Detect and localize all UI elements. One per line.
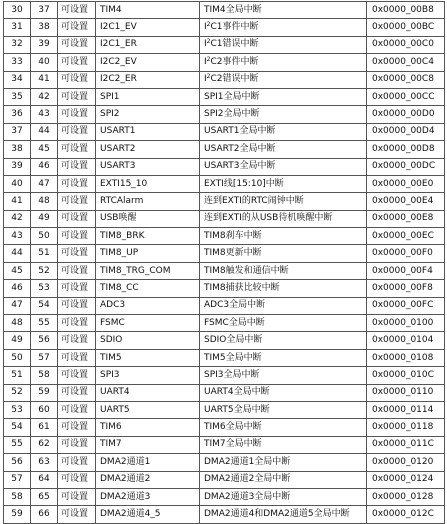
vector-name-cell: USB唤醒 <box>96 210 200 227</box>
address-cell: 0x0000_00DC <box>367 158 445 175</box>
priority-cell: 38 <box>31 19 58 36</box>
priority-cell: 60 <box>31 401 58 418</box>
position-cell: 53 <box>4 401 31 418</box>
vector-name-cell: USART1 <box>96 123 200 140</box>
priority-type-cell: 可设置 <box>58 210 96 227</box>
position-cell: 51 <box>4 367 31 384</box>
priority-type-cell: 可设置 <box>58 2 96 19</box>
position-cell: 40 <box>4 175 31 192</box>
table-row <box>4 297 445 314</box>
position-cell: 48 <box>4 315 31 332</box>
table-row <box>4 54 445 71</box>
address-cell: 0x0000_00D0 <box>367 106 445 123</box>
vector-name-cell: DMA2通道4_5 <box>96 506 200 523</box>
position-cell: 50 <box>4 349 31 366</box>
priority-cell: 64 <box>31 471 58 488</box>
vector-name-cell: SPI1 <box>96 88 200 105</box>
priority-type-cell: 可设置 <box>58 315 96 332</box>
description-cell: TIM7全局中断 <box>200 436 367 453</box>
address-cell: 0x0000_0128 <box>367 488 445 505</box>
description-cell: TIM5全局中断 <box>200 349 367 366</box>
table-row <box>4 193 445 210</box>
vector-name-cell: TIM4 <box>96 2 200 19</box>
description-cell: DMA2通道2全局中断 <box>200 471 367 488</box>
address-cell: 0x0000_00C8 <box>367 71 445 88</box>
vector-name-cell: USART2 <box>96 141 200 158</box>
vector-name-cell: DMA2通道1 <box>96 454 200 471</box>
vector-name-cell: FSMC <box>96 315 200 332</box>
address-cell: 0x0000_0110 <box>367 384 445 401</box>
table-row <box>4 471 445 488</box>
table-row <box>4 315 445 332</box>
vector-name-cell: SPI3 <box>96 367 200 384</box>
priority-type-cell: 可设置 <box>58 436 96 453</box>
priority-type-cell: 可设置 <box>58 401 96 418</box>
description-cell: 连到EXTI的从USB待机唤醒中断 <box>200 210 367 227</box>
description-cell: 连到EXTI的RTC闹钟中断 <box>200 193 367 210</box>
table-row <box>4 123 445 140</box>
priority-cell: 50 <box>31 228 58 245</box>
priority-type-cell: 可设置 <box>58 297 96 314</box>
priority-cell: 62 <box>31 436 58 453</box>
position-cell: 34 <box>4 71 31 88</box>
priority-type-cell: 可设置 <box>58 280 96 297</box>
description-cell: DMA2通道3全局中断 <box>200 488 367 505</box>
table-row <box>4 401 445 418</box>
description-suffix: C1错误中断 <box>210 39 259 50</box>
priority-type-cell: 可设置 <box>58 332 96 349</box>
priority-cell: 57 <box>31 349 58 366</box>
priority-type-cell: 可设置 <box>58 71 96 88</box>
address-cell: 0x0000_00F8 <box>367 280 445 297</box>
priority-cell: 46 <box>31 158 58 175</box>
table-row <box>4 384 445 401</box>
position-cell: 46 <box>4 280 31 297</box>
position-cell: 31 <box>4 19 31 36</box>
priority-cell: 53 <box>31 280 58 297</box>
interrupt-vector-table <box>3 1 445 524</box>
table-row <box>4 419 445 436</box>
address-cell: 0x0000_00FC <box>367 297 445 314</box>
priority-type-cell: 可设置 <box>58 349 96 366</box>
priority-type-cell: 可设置 <box>58 245 96 262</box>
description-cell <box>200 19 367 36</box>
address-cell: 0x0000_00B8 <box>367 2 445 19</box>
address-cell: 0x0000_0108 <box>367 349 445 366</box>
address-cell: 0x0000_00BC <box>367 19 445 36</box>
priority-type-cell: 可设置 <box>58 123 96 140</box>
position-cell: 36 <box>4 106 31 123</box>
priority-cell: 41 <box>31 71 58 88</box>
address-cell: 0x0000_00C4 <box>367 54 445 71</box>
priority-type-cell: 可设置 <box>58 54 96 71</box>
position-cell: 38 <box>4 141 31 158</box>
description-cell: TIM8捕获比较中断 <box>200 280 367 297</box>
vector-name-cell: TIM8_CC <box>96 280 200 297</box>
table-row <box>4 367 445 384</box>
vector-name-cell: DMA2通道3 <box>96 488 200 505</box>
address-cell: 0x0000_00EC <box>367 228 445 245</box>
description-prefix: I <box>204 22 207 33</box>
table-row <box>4 158 445 175</box>
description-superscript: 2 <box>206 38 211 46</box>
table-row <box>4 36 445 53</box>
address-cell: 0x0000_00E4 <box>367 193 445 210</box>
description-cell <box>200 36 367 53</box>
table-row <box>4 210 445 227</box>
position-cell: 42 <box>4 210 31 227</box>
position-cell: 49 <box>4 332 31 349</box>
table-row <box>4 88 445 105</box>
description-suffix: C1事件中断 <box>210 22 259 33</box>
priority-cell: 52 <box>31 262 58 279</box>
description-superscript: 2 <box>206 55 211 63</box>
description-cell: SPI3全局中断 <box>200 367 367 384</box>
priority-type-cell: 可设置 <box>58 88 96 105</box>
vector-name-cell: TIM8_BRK <box>96 228 200 245</box>
description-cell: TIM6全局中断 <box>200 419 367 436</box>
address-cell: 0x0000_0100 <box>367 315 445 332</box>
vector-name-cell: I2C1_EV <box>96 19 200 36</box>
priority-type-cell: 可设置 <box>58 106 96 123</box>
description-cell: SPI1全局中断 <box>200 88 367 105</box>
position-cell: 59 <box>4 506 31 523</box>
table-row <box>4 71 445 88</box>
position-cell: 35 <box>4 88 31 105</box>
table-row <box>4 245 445 262</box>
position-cell: 30 <box>4 2 31 19</box>
description-cell: TIM8触发和通信中断 <box>200 262 367 279</box>
priority-cell: 54 <box>31 297 58 314</box>
vector-name-cell: I2C1_ER <box>96 36 200 53</box>
position-cell: 52 <box>4 384 31 401</box>
position-cell: 47 <box>4 297 31 314</box>
table-row <box>4 262 445 279</box>
address-cell: 0x0000_0104 <box>367 332 445 349</box>
priority-type-cell: 可设置 <box>58 506 96 523</box>
vector-name-cell: UART4 <box>96 384 200 401</box>
priority-cell: 63 <box>31 454 58 471</box>
address-cell: 0x0000_010C <box>367 367 445 384</box>
position-cell: 37 <box>4 123 31 140</box>
position-cell: 55 <box>4 436 31 453</box>
position-cell: 32 <box>4 36 31 53</box>
position-cell: 57 <box>4 471 31 488</box>
table-row <box>4 175 445 192</box>
description-cell: TIM8刹车中断 <box>200 228 367 245</box>
priority-type-cell: 可设置 <box>58 193 96 210</box>
priority-type-cell: 可设置 <box>58 367 96 384</box>
priority-type-cell: 可设置 <box>58 36 96 53</box>
priority-type-cell: 可设置 <box>58 175 96 192</box>
address-cell: 0x0000_00E8 <box>367 210 445 227</box>
description-prefix: I <box>204 56 207 67</box>
description-cell: UART4全局中断 <box>200 384 367 401</box>
priority-cell: 47 <box>31 175 58 192</box>
priority-cell: 59 <box>31 384 58 401</box>
priority-type-cell: 可设置 <box>58 262 96 279</box>
address-cell: 0x0000_0120 <box>367 454 445 471</box>
priority-type-cell: 可设置 <box>58 384 96 401</box>
vector-name-cell: TIM8_UP <box>96 245 200 262</box>
position-cell: 39 <box>4 158 31 175</box>
address-cell: 0x0000_00F4 <box>367 262 445 279</box>
priority-cell: 48 <box>31 193 58 210</box>
vector-name-cell: I2C2_EV <box>96 54 200 71</box>
description-prefix: I <box>204 39 207 50</box>
description-cell: TIM4全局中断 <box>200 2 367 19</box>
description-cell: USART3全局中断 <box>200 158 367 175</box>
description-prefix: I <box>204 74 207 85</box>
position-cell: 43 <box>4 228 31 245</box>
vector-name-cell: EXTI15_10 <box>96 175 200 192</box>
description-superscript: 2 <box>206 21 211 29</box>
priority-cell: 42 <box>31 88 58 105</box>
table-row <box>4 228 445 245</box>
table-row <box>4 106 445 123</box>
vector-name-cell: SPI2 <box>96 106 200 123</box>
vector-name-cell: TIM5 <box>96 349 200 366</box>
vector-name-cell: TIM6 <box>96 419 200 436</box>
address-cell: 0x0000_012C <box>367 506 445 523</box>
description-cell: DMA2通道1全局中断 <box>200 454 367 471</box>
vector-name-cell: TIM8_TRG_COM <box>96 262 200 279</box>
vector-name-cell: TIM7 <box>96 436 200 453</box>
priority-cell: 66 <box>31 506 58 523</box>
priority-cell: 44 <box>31 123 58 140</box>
description-cell: ADC3全局中断 <box>200 297 367 314</box>
position-cell: 33 <box>4 54 31 71</box>
description-cell: UART5全局中断 <box>200 401 367 418</box>
address-cell: 0x0000_00CC <box>367 88 445 105</box>
address-cell: 0x0000_00D8 <box>367 141 445 158</box>
description-superscript: 2 <box>206 73 211 81</box>
description-cell: SPI2全局中断 <box>200 106 367 123</box>
priority-cell: 51 <box>31 245 58 262</box>
description-cell: SDIO全局中断 <box>200 332 367 349</box>
address-cell: 0x0000_00F0 <box>367 245 445 262</box>
table-row <box>4 436 445 453</box>
description-suffix: C2错误中断 <box>210 74 259 85</box>
address-cell: 0x0000_00D4 <box>367 123 445 140</box>
priority-cell: 43 <box>31 106 58 123</box>
description-cell: USART1全局中断 <box>200 123 367 140</box>
priority-cell: 39 <box>31 36 58 53</box>
position-cell: 56 <box>4 454 31 471</box>
priority-type-cell: 可设置 <box>58 228 96 245</box>
position-cell: 41 <box>4 193 31 210</box>
description-cell: USART2全局中断 <box>200 141 367 158</box>
priority-cell: 49 <box>31 210 58 227</box>
priority-cell: 58 <box>31 367 58 384</box>
vector-name-cell: RTCAlarm <box>96 193 200 210</box>
address-cell: 0x0000_00E0 <box>367 175 445 192</box>
table-row <box>4 488 445 505</box>
table-row <box>4 506 445 523</box>
table-row <box>4 280 445 297</box>
description-cell: DMA2通道4和DMA2通道5全局中断 <box>200 506 367 523</box>
priority-cell: 56 <box>31 332 58 349</box>
priority-cell: 45 <box>31 141 58 158</box>
table-row <box>4 2 445 19</box>
priority-cell: 55 <box>31 315 58 332</box>
description-cell: EXTI线[15:10]中断 <box>200 175 367 192</box>
vector-name-cell: SDIO <box>96 332 200 349</box>
position-cell: 54 <box>4 419 31 436</box>
description-cell <box>200 54 367 71</box>
position-cell: 58 <box>4 488 31 505</box>
interrupt-vector-table-body <box>4 2 445 524</box>
priority-cell: 65 <box>31 488 58 505</box>
priority-cell: 40 <box>31 54 58 71</box>
table-row <box>4 454 445 471</box>
address-cell: 0x0000_0114 <box>367 401 445 418</box>
address-cell: 0x0000_0124 <box>367 471 445 488</box>
address-cell: 0x0000_00C0 <box>367 36 445 53</box>
table-row <box>4 141 445 158</box>
vector-name-cell: I2C2_ER <box>96 71 200 88</box>
priority-type-cell: 可设置 <box>58 454 96 471</box>
table-row <box>4 19 445 36</box>
vector-name-cell: DMA2通道2 <box>96 471 200 488</box>
position-cell: 44 <box>4 245 31 262</box>
table-row <box>4 332 445 349</box>
priority-type-cell: 可设置 <box>58 488 96 505</box>
vector-name-cell: ADC3 <box>96 297 200 314</box>
description-cell: FSMC全局中断 <box>200 315 367 332</box>
table-row <box>4 349 445 366</box>
description-cell <box>200 71 367 88</box>
vector-name-cell: UART5 <box>96 401 200 418</box>
priority-type-cell: 可设置 <box>58 158 96 175</box>
description-suffix: C2事件中断 <box>210 56 259 67</box>
description-cell: TIM8更新中断 <box>200 245 367 262</box>
position-cell: 45 <box>4 262 31 279</box>
address-cell: 0x0000_011C <box>367 436 445 453</box>
vector-name-cell: USART3 <box>96 158 200 175</box>
priority-type-cell: 可设置 <box>58 471 96 488</box>
address-cell: 0x0000_0118 <box>367 419 445 436</box>
priority-type-cell: 可设置 <box>58 141 96 158</box>
priority-cell: 61 <box>31 419 58 436</box>
priority-type-cell: 可设置 <box>58 19 96 36</box>
priority-cell: 37 <box>31 2 58 19</box>
priority-type-cell: 可设置 <box>58 419 96 436</box>
